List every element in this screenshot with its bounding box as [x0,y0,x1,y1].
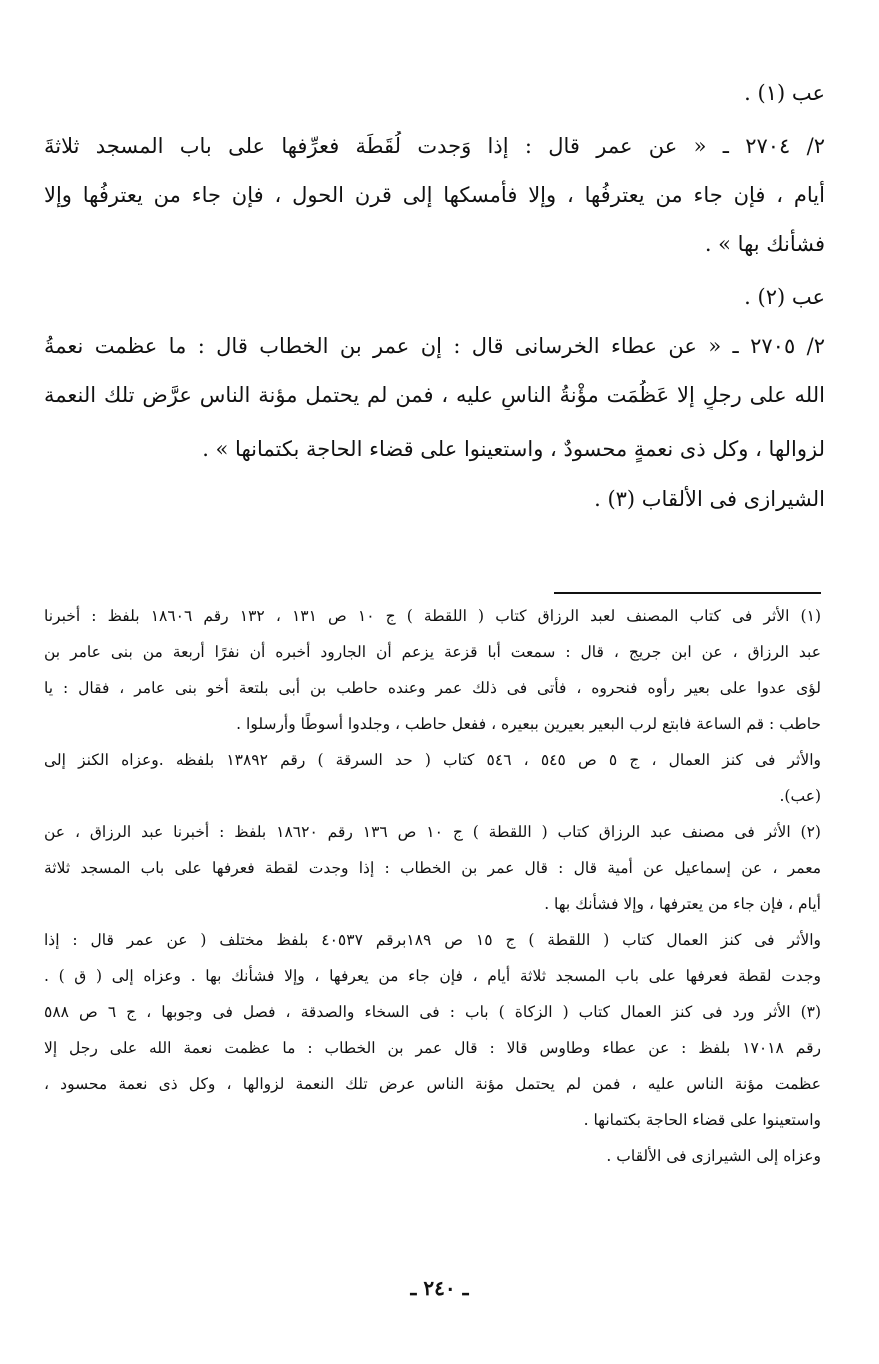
footnote-2-line: وجدت لقطة فعرفها على باب المسجد ثلاثة أيام ، فإن جاء من يعرفها ، وإلا فشأنك بها . وعزاه إلى ( ق ) . [44,967,821,985]
footnote-1-line: عبد الرزاق ، عن ابن جريج ، قال : سمعت أبا قزعة يزعم أن الجارود أخبره أن نفرًا أربعة من بنى عامر بن [44,643,821,661]
footnote-1-line: لؤى عدوا على بعير رأوه فنحروه ، فأتى فى ذلك عمر وعنده حاطب بن أبى بلتعة أخو بنى عامر ، فقال : يا [44,679,821,697]
footnote-3-line: (٣) الأثر ورد فى كنز العمال كتاب ( الزكاة ) باب : فى السخاء والصدقة ، فصل فى وجوبها ، ج ٦ ص ٥٨٨ [44,1003,821,1021]
footnote-2-line: معمر ، عن إسماعيل عن أمية قال : قال عمر بن الخطاب : إذا وجدت لقطة فعرفها على باب المسجد ثلاثة [44,859,821,877]
footnote-divider [554,592,821,594]
hadith-2704-line-2: أيام ، فإن جاء من يعترفُها ، وإلا فأمسكها إلى قرن الحول ، فإن جاء من يعترفُها وإلا [44,183,825,207]
footnote-3-line: وعزاه إلى الشيرازى فى الألقاب . [606,1147,821,1165]
hadith-2705-line-1: ٢/ ٢٧٠٥ ـ « عن عطاء الخرسانى قال : إن عمر بن الخطاب قال : ما عظمت نعمةُ [44,334,825,358]
hadith-2704-line-1: ٢/ ٢٧٠٤ ـ « عن عمر قال : إذا وَجدت لُقَطَة فعرِّفها على باب المسجد ثلاثةَ [44,134,825,158]
source-reference-line: عب (١) . [744,81,825,105]
hadith-2705-line-2: الله على رجلٍ إلا عَظُمَت مؤْنةُ الناسِ عليه ، فمن لم يحتمل مؤنة الناس عرَّض تلك النعمة [44,383,825,407]
source-reference-line: عب (٢) . [744,285,825,309]
source-reference-line: الشيرازى فى الألقاب (٣) . [594,487,825,511]
footnote-1-line: (١) الأثر فى كتاب المصنف لعبد الرزاق كتاب ( اللقطة ) ج ١٠ ص ١٣١ ، ١٣٢ رقم ١٨٦٠٦ بلفظ : أخبرنا [44,607,821,625]
footnote-2-line: أيام ، فإن جاء من يعترفها ، وإلا فشأنك بها . [544,895,821,913]
page-number: ـ ٢٤٠ ـ [410,1276,469,1300]
hadith-2704-line-3: فشأنك بها » . [704,232,825,256]
footnote-3-line: واستعينوا على قضاء الحاجة بكتمانها . [583,1111,821,1129]
footnote-1-line: حاطب : قم الساعة فابتع لرب البعير بعيرين ببعيره ، ففعل حاطب ، وجلدوا أسوطًا وأرسلوا . [236,715,821,733]
footnote-1-line: والأثر فى كنز العمال ، ج ٥ ص ٥٤٥ ، ٥٤٦ كتاب ( حد السرقة ) رقم ١٣٨٩٢ بلفظه .وعزاه الكنز إلى [44,751,821,769]
main-text [44,78,825,514]
footnote-2-line: والأثر فى كنز العمال كتاب ( اللقطة ) ج ١٥ ص ١٨٩برقم ٤٠٥٣٧ بلفظ مختلف ( عن عمر قال : إذا [44,931,821,949]
footnote-3-line: عظمت مؤنة الناس عليه ، فمن لم يحتمل مؤنة الناس عرض تلك النعمة لزوالها ، وكل ذى نعمة محسود ، [44,1075,821,1093]
hadith-2705-line-3: لزوالها ، وكل ذى نعمةٍ محسودٌ ، واستعينوا على قضاء الحاجة بكتمانها » . [202,437,825,461]
footnotes [44,604,821,1180]
footnote-2-line: (٢) الأثر فى مصنف عبد الرزاق كتاب ( اللقطة ) ج ١٠ ص ١٣٦ رقم ١٨٦٢٠ بلفظ : أخبرنا عبد الرزاق ، عن [44,823,821,841]
footnote-3-line: رقم ١٧٠١٨ بلفظ : عن عطاء وطاوس قالا : قال عمر بن الخطاب : ما عظمت نعمة الله على رجل إلا [44,1039,821,1057]
footnote-1-line: (عب). [779,787,821,805]
